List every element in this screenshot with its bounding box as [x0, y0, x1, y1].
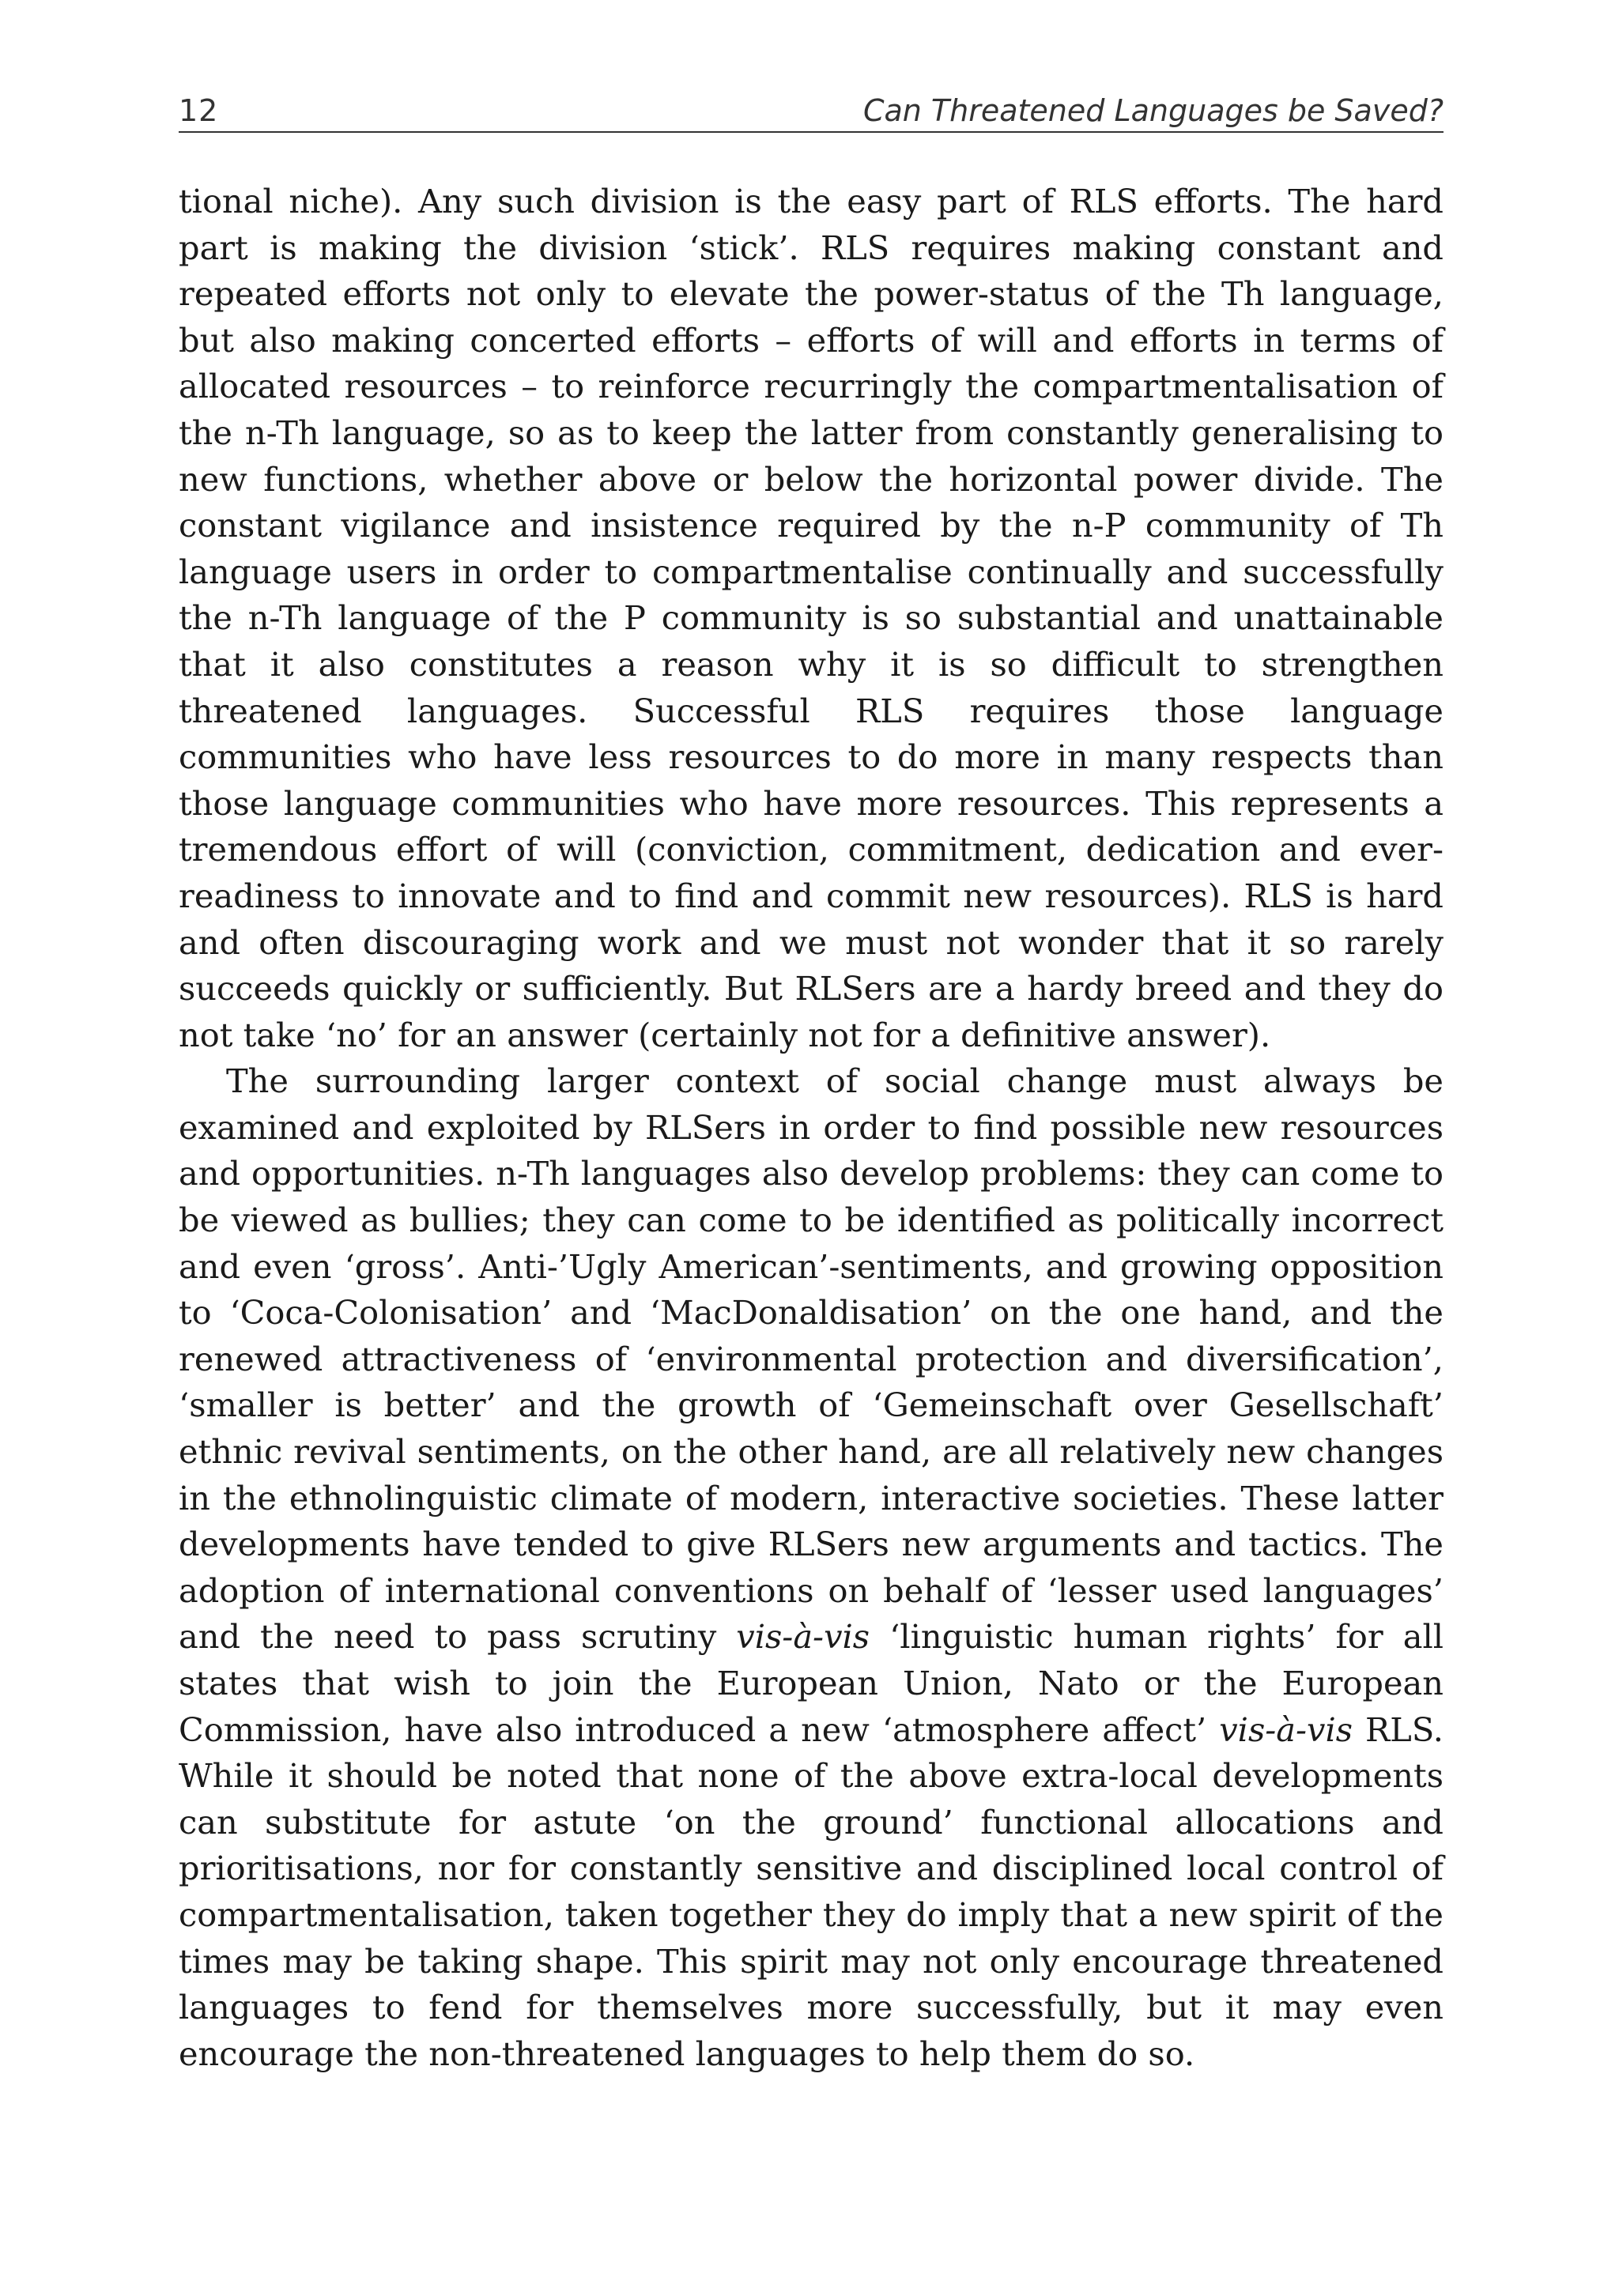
body-text: [179, 179, 1444, 2077]
paragraph-2-segment-1: The surrounding larger context of social change must always be examined and exploited by RLSers in order to find possible new resources and opportunities. n-Th languages also develop problems: they can come to be viewed as bullies; they can come to be identified as politically incorrect and even ‘gross’. Anti-’Ugly American’-sentiments, and growing opposition to ‘Coca-Colonisation’ and ‘MacDonaldisation’ on the one hand, and the renewed attractiveness of ‘environmental protection and diversification’, ‘smaller is better’ and the growth of ‘Gemeinschaft over Gesellschaft’ ethnic revival sentiments, on the other hand, are all relatively new changes in the ethnolinguistic climate of modern, interactive societies. These latter developments have tended to give RLSers new arguments and tactics. The adoption of international conventions on behalf of ‘lesser used languages’ and the need to pass scrutiny: [179, 1061, 1444, 1657]
running-title: Can Threatened Languages be Saved?: [862, 93, 1444, 128]
paragraph-2-segment-3: RLS. While it should be noted that none of the above extra-local developments can substitute for astute ‘on the ground’ functional allocations and prioritisations, nor for constantly sensitive and disciplined local control of compartmentalisation, taken together they do imply that a new spirit of the times may be taking shape. This spirit may not only encourage threatened languages to fend for themselves more successfully, but it may even encourage the non-threatened languages to help them do so.: [179, 1710, 1444, 2073]
running-header: [179, 89, 1444, 133]
italic-vis-a-vis-2: vis-à-vis: [1219, 1710, 1353, 1749]
page-number: 12: [179, 93, 219, 128]
paragraph-1: tional niche). Any such division is the easy part of RLS efforts. The hard part is making the division ‘stick’. RLS requires making constant and repeated efforts not only to elevate the power-status of the Th language, but also making concerted efforts – efforts of will and efforts in terms of allocated resources – to reinforce recurringly the compartmentalisation of the n-Th language, so as to keep the latter from constantly generalising to new functions, whether above or below the horizontal power divide. The constant vigilance and insistence required by the n-P community of Th language users in order to compartmentalise continually and successfully the n-Th language of the P community is so substantial and unattainable that it also constitutes a reason why it is so difficult to strengthen threatened languages. Successful RLS requires those language communities who have less resources to do more in many respects than those language communities who have more resources. This represents a tremendous effort of will (conviction, commitment, dedication and ever-readiness to innovate and to find and commit new resources). RLS is hard and often discouraging work and we must not wonder that it so rarely succeeds quickly or sufficiently. But RLSers are a hardy breed and they do not take ‘no’ for an answer (certainly not for a definitive answer).: [179, 182, 1444, 1054]
italic-vis-a-vis-1: vis-à-vis: [736, 1617, 870, 1657]
paragraph-2-segment-2: ‘linguistic human rights’ for all states that wish to join the European Union, Nato or the European Commission, have also introduced a new ‘atmosphere affect’: [179, 1617, 1444, 1749]
paragraph-2: [179, 1058, 1444, 2077]
